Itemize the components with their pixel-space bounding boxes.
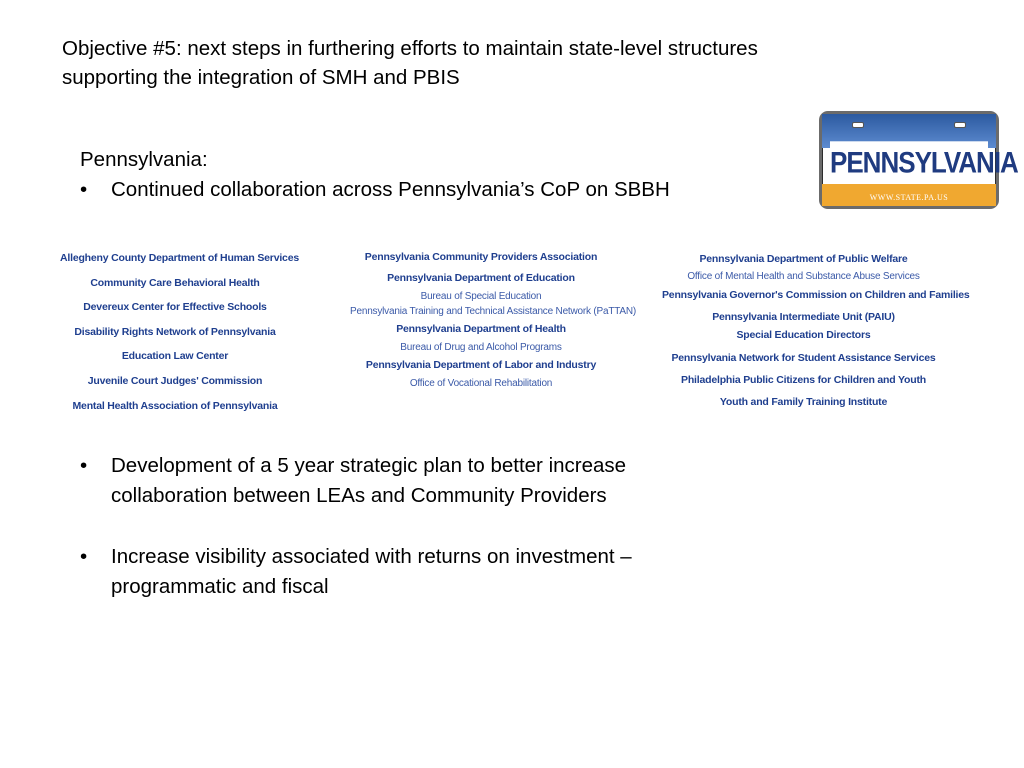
bullet-dot: •	[80, 454, 88, 477]
bullet-dot: •	[80, 545, 88, 568]
organization-name: Disability Rights Network of Pennsylvania	[74, 325, 276, 338]
organization-name: Allegheny County Department of Human Services	[60, 252, 299, 264]
bullet-item	[80, 451, 632, 511]
organization-subunit: Office of Mental Health and Substance Abuse Services	[687, 271, 920, 282]
organizations-column-3	[662, 248, 970, 413]
bullet-text-line-2: programmatic and fiscal	[111, 575, 329, 598]
organization-name: Youth and Family Training Institute	[719, 396, 888, 408]
organization-name: Philadelphia Public Citizens for Children and Youth	[681, 374, 926, 386]
organization-name: Pennsylvania Network for Student Assistance Services	[671, 352, 936, 364]
organization-name: Pennsylvania Department of Public Welfare	[699, 253, 908, 265]
bullet-list-bottom	[80, 451, 632, 633]
bullet-list-top	[80, 175, 670, 236]
organization-name: Pennsylvania Department of Labor and Industry	[365, 359, 597, 371]
organization-name: Education Law Center	[121, 350, 229, 363]
organization-subunit: Office of Vocational Rehabilitation	[409, 378, 553, 389]
organization-name: Mental Health Association of Pennsylvania	[72, 399, 278, 412]
bullet-item	[80, 175, 670, 205]
bullet-text-line-2: collaboration between LEAs and Community Providers	[111, 484, 607, 507]
organization-name: Special Education Directors	[736, 329, 871, 341]
bullet-item	[80, 542, 632, 602]
slide-title-line-2: supporting the integration of SMH and PBIS	[62, 66, 460, 89]
section-heading: Pennsylvania:	[80, 148, 208, 171]
plate-slot-icon	[954, 122, 966, 128]
pennsylvania-license-plate-image	[819, 111, 1018, 209]
organization-name: Pennsylvania Community Providers Association	[364, 251, 598, 263]
slide-title-line-1: Objective #5: next steps in furthering efforts to maintain state-level structures	[62, 37, 758, 60]
organizations-column-2	[350, 247, 637, 391]
organization-subunit: Bureau of Special Education	[420, 291, 542, 302]
plate-url: WWW.STATE.PA.US	[869, 193, 949, 202]
organization-name: Pennsylvania Department of Education	[387, 272, 575, 284]
organization-name: Devereux Center for Effective Schools	[83, 301, 267, 314]
bullet-text: Continued collaboration across Pennsylvania’s CoP on SBBH	[111, 178, 670, 201]
organization-name: Pennsylvania Intermediate Unit (PAIU)	[712, 311, 895, 323]
bullet-text-line-1: Development of a 5 year strategic plan to better increase	[111, 454, 627, 477]
organization-name: Pennsylvania Governor's Commission on Children and Families	[662, 289, 970, 301]
organization-name: Community Care Behavioral Health	[90, 276, 260, 289]
plate-slot-icon	[852, 122, 864, 128]
organization-subunit: Bureau of Drug and Alcohol Programs	[400, 342, 562, 353]
organization-name: Pennsylvania Department of Health	[396, 323, 566, 335]
bullet-dot: •	[80, 178, 88, 201]
bullet-text-line-1: Increase visibility associated with returns on investment –	[111, 545, 632, 568]
organization-name: Juvenile Court Judges' Commission	[87, 374, 263, 387]
organizations-column-1	[60, 246, 299, 418]
slide-title	[62, 34, 922, 92]
plate-state-name: PENNSYLVANIA	[830, 141, 988, 182]
organization-subunit: Pennsylvania Training and Technical Assistance Network (PaTTAN)	[350, 306, 637, 317]
